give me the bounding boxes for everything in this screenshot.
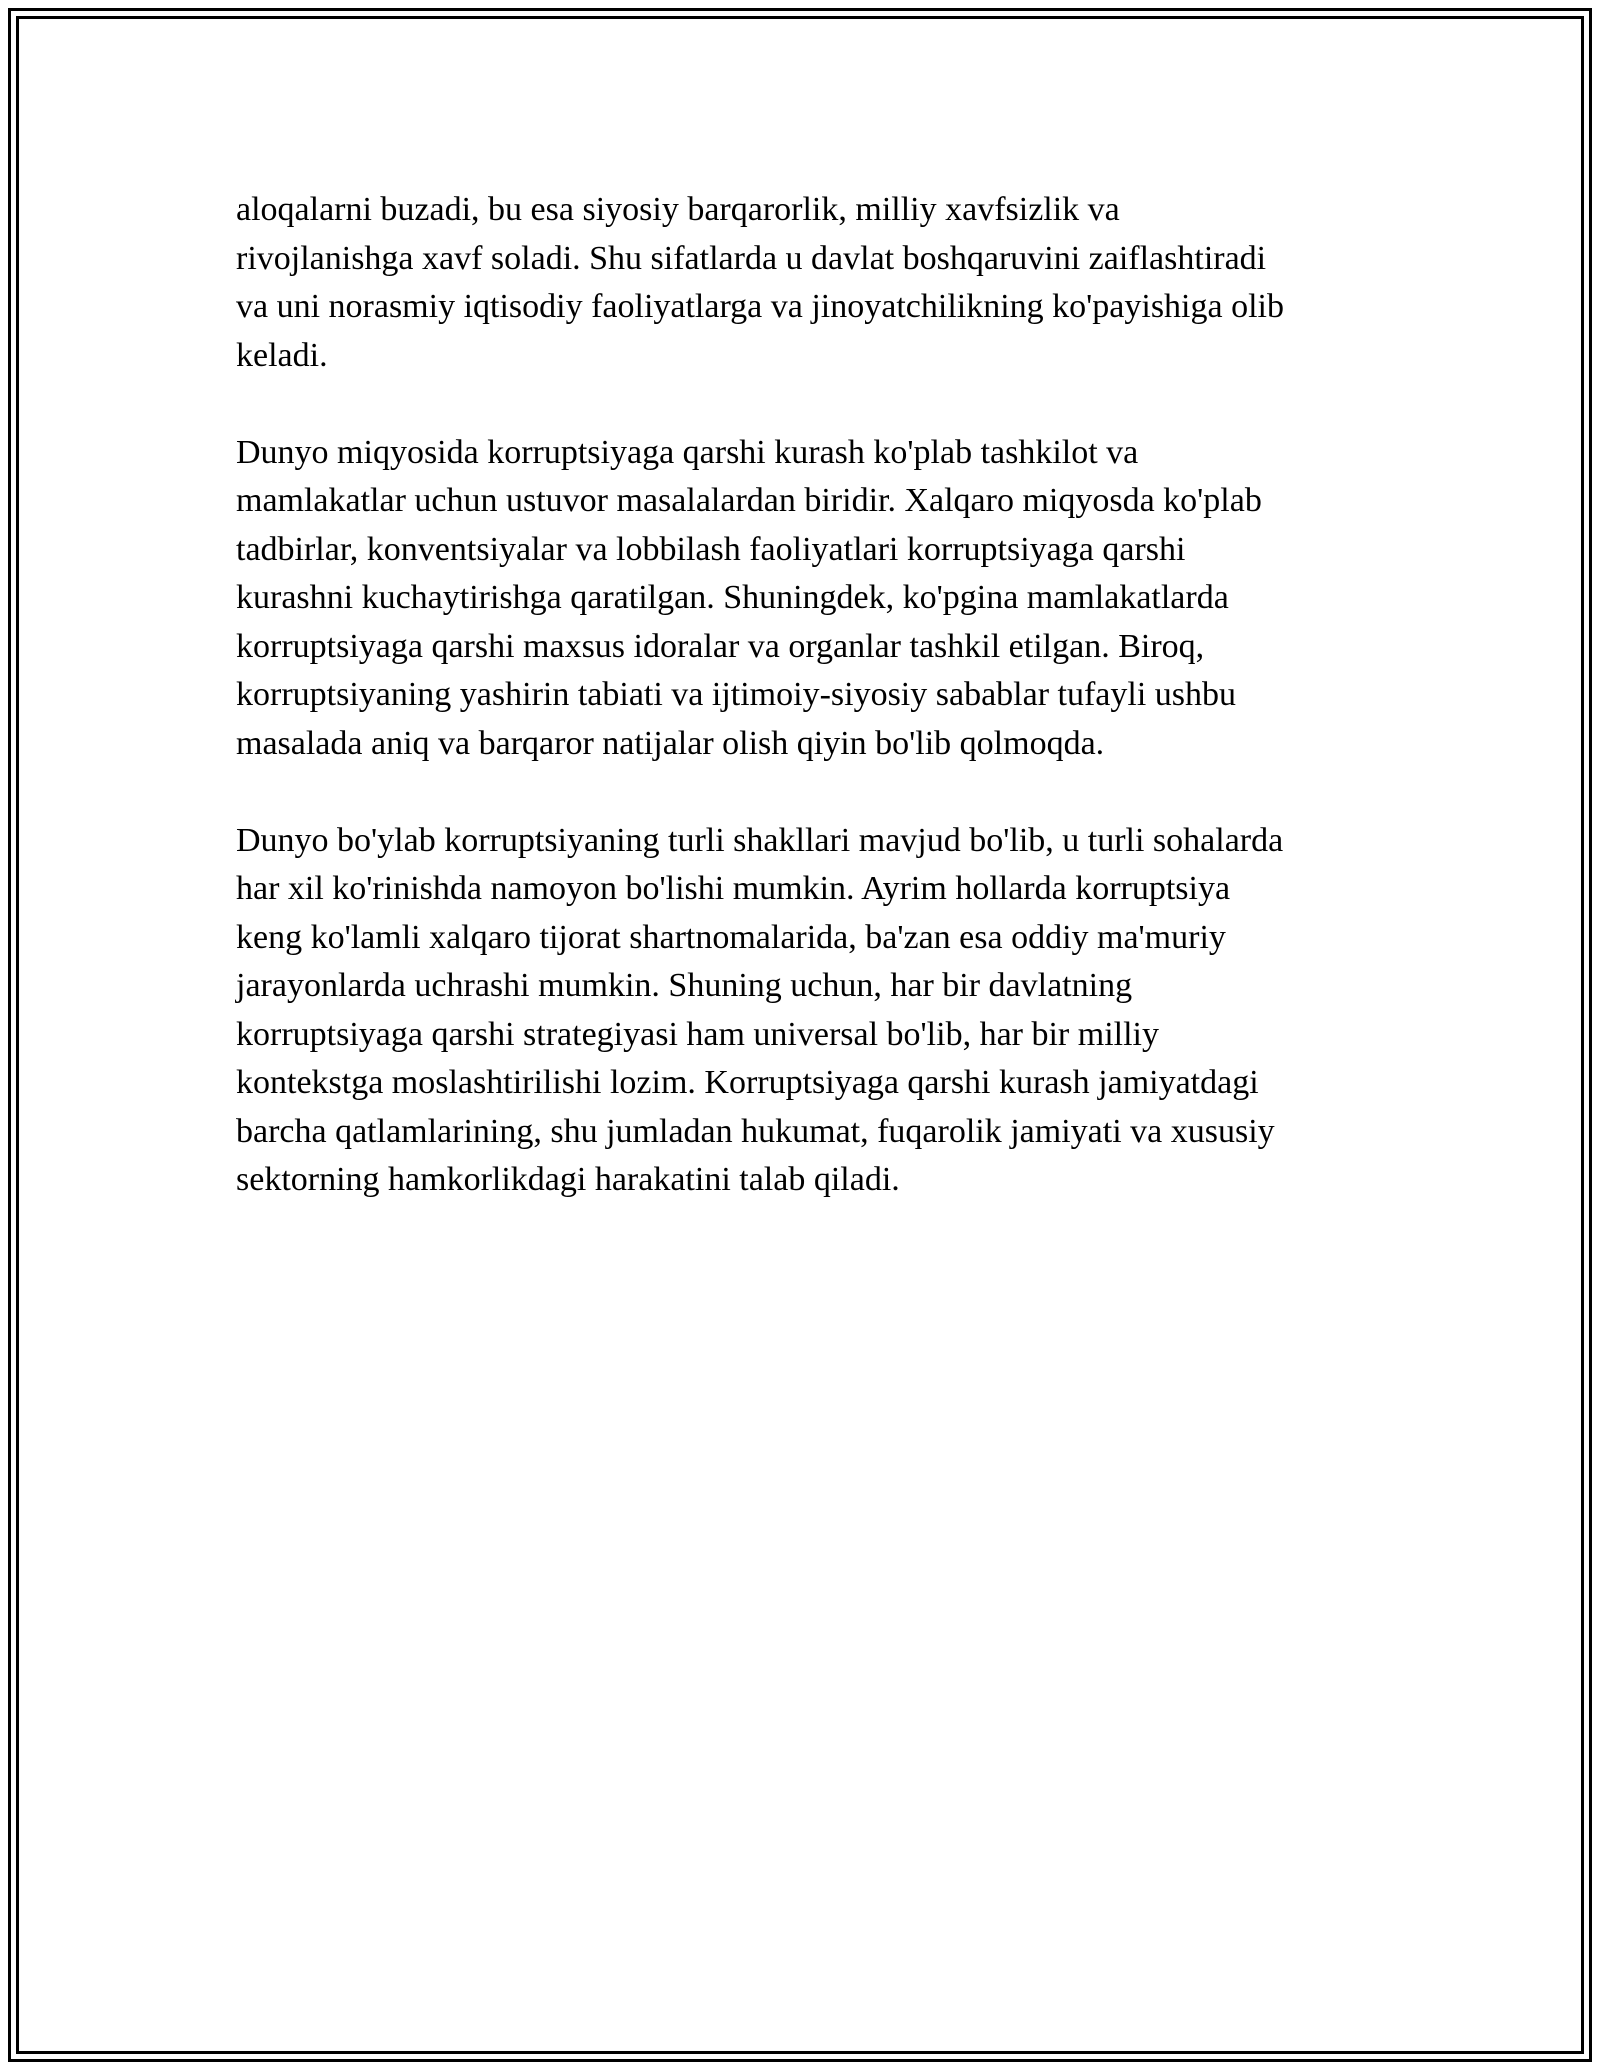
paragraph-3: Dunyo bo'ylab korruptsiyaning turli shakllari mavjud bo'lib, u turli sohalarda har xil ko'rinishda namoyon bo'lishi mumkin. Ayrim hollarda korruptsiya keng ko'lamli xalqaro tijorat shartnomalarida, ba'zan esa oddiy ma'muriy jarayonlarda uchrashi mumkin. Shuning uchun, har bir davlatning korruptsiyaga qarshi strategiyasi ham universal bo'lib, har bir milliy kontekstga moslashtirilishi lozim. Korruptsiyaga qarshi kurash jamiyatdagi barcha qatlamlarining, shu jumladan hukumat, fuqarolik jamiyati va xususiy sektorning hamkorlikdagi harakatini talab qiladi. (236, 821, 1284, 1198)
paragraph-2: Dunyo miqyosida korruptsiyaga qarshi kurash ko'plab tashkilot va mamlakatlar uchun ustuvor masalalardan biridir. Xalqaro miqyosda ko'plab tadbirlar, konventsiyalar va lobbilash faoliyatlari korruptsiyaga qarshi kurashni kuchaytirishga qaratilgan. Shuningdek, ko'pgina mamlakatlarda korruptsiyaga qarshi maxsus idoralar va organlar tashkil etilgan. Biroq, korruptsiyaning yashirin tabiati va ijtimoiy-siyosiy sabablar tufayli ushbu masalada aniq va barqaror natijalar olish qiyin bo'lib qolmoqda. (236, 433, 1262, 762)
paragraph-1: aloqalarni buzadi, bu esa siyosiy barqarorlik, milliy xavfsizlik va rivojlanishga xavf soladi. Shu sifatlarda u davlat boshqaruvini zaiflashtiradi va uni norasmiy iqtisodiy faoliyatlarga va jinoyatchilikning ko'payishiga olib keladi. (236, 191, 1284, 374)
document-body (236, 186, 1386, 1253)
